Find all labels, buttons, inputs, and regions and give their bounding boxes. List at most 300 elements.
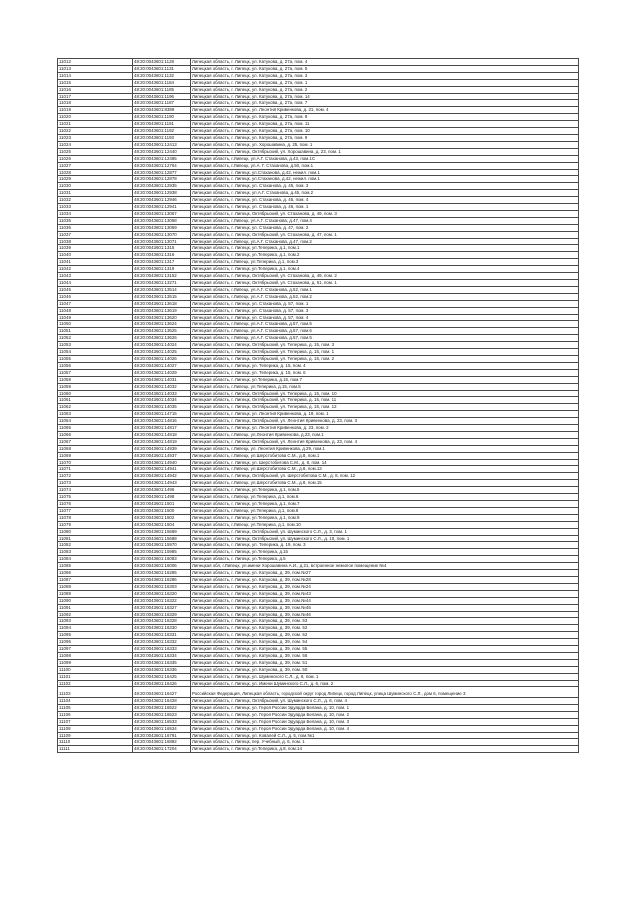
cadastral-number-cell: 48:20:0043601:16327 [133, 604, 191, 611]
row-number-cell: 11097 [58, 646, 133, 653]
row-number-cell: 11094 [58, 625, 133, 632]
cadastral-number-cell: 48:20:0043601:12877 [133, 169, 191, 176]
row-number-cell: 11072 [58, 473, 133, 480]
address-cell: Липецкая область, г. Липецк, Октябрьский, ул. Шуминского С.Л., д. 3, пом. 1 [191, 528, 579, 535]
table-row [58, 252, 579, 259]
cadastral-number-cell: 48:20:0043601:1502 [133, 514, 191, 521]
table-row [58, 383, 579, 390]
address-cell: Липецкая обл, г.Липецк, ул.имени Хорошавина А.И., д.21, встроенное нежилое помещение №4 [191, 563, 579, 570]
table-row [58, 86, 579, 93]
address-cell: Липецкая область, г. Липецк, пер. Учебный, д. 6, пом. 1 [191, 739, 579, 746]
row-number-cell: 11103 [58, 687, 133, 698]
address-cell: Липецкая область, г. Липецк, ул.Теперика, д.1, пом.1 [191, 245, 579, 252]
table-row [58, 680, 579, 687]
cadastral-number-cell: 48:20:0043601:14024 [133, 342, 191, 349]
address-cell: Липецкая область, г.Липецк, ул.А.Г. Стаханова, д.47, пом.4 [191, 217, 579, 224]
address-cell: Липецкая область, г. Липецк, ул. Катукова, д. 27а, пом. 9 [191, 134, 579, 141]
address-cell: Липецкая область, г.Липецк, ул.А.Г. Стаханова, д.52, пом.2 [191, 293, 579, 300]
cadastral-number-cell: 48:20:0043601:16286 [133, 576, 191, 583]
row-number-cell: 11107 [58, 718, 133, 725]
address-cell: Липецкая область, г. Липецк, ул. Катукова, д. 27а, пом. 2 [191, 86, 579, 93]
cadastral-number-cell: 48:20:0043601:12413 [133, 141, 191, 148]
address-cell: Липецкая область, г. Липецк, ул. Катукова, д. 39, пом. 55 [191, 646, 579, 653]
cadastral-number-cell: 48:20:0043601:1132 [133, 72, 191, 79]
cadastral-number-cell: 48:20:0043601:16336 [133, 666, 191, 673]
cadastral-number-cell: 48:20:0043601:12935 [133, 183, 191, 190]
address-cell: Липецкая область, г. Липецк, ул. Имени Шуминского С.Л., д. 6, пом. 2 [191, 680, 579, 687]
table-row [58, 576, 579, 583]
address-cell: Липецкая область, г. Липецк, ул.Теперика, д.1, пом.4 [191, 266, 579, 273]
table-row [58, 501, 579, 508]
table-row [58, 59, 579, 66]
row-number-cell: 11024 [58, 141, 133, 148]
cadastral-number-cell: 48:20:0043601:15688 [133, 535, 191, 542]
row-number-cell: 11023 [58, 134, 133, 141]
address-cell: Липецкая область, г. Липецк, ул. Катукова, д. 39, пом. 53 [191, 618, 579, 625]
cadastral-number-cell: 48:20:0043601:13515 [133, 293, 191, 300]
table-row [58, 480, 579, 487]
address-cell: Липецкая область, г. Липецк, Октябрьский, ул. Стаханова, д. 49, пом. 3 [191, 210, 579, 217]
cadastral-number-cell: 48:20:0043601:16303 [133, 583, 191, 590]
cadastral-number-cell: 48:20:0043601:16335 [133, 659, 191, 666]
table-row [58, 528, 579, 535]
cadastral-number-cell: 48:20:0043601:17204 [133, 746, 191, 753]
address-cell: Липецкая область, г. Липецк, ул. Катукова, д. 39, пом. 52 [191, 625, 579, 632]
table-row [58, 376, 579, 383]
table-row [58, 349, 579, 356]
row-number-cell: 11070 [58, 459, 133, 466]
address-cell: Липецкая область, г. Липецк, ул. Катукова, д. 39, пом.№43 [191, 590, 579, 597]
address-cell: Липецкая область, г. Липецк, ул. Хорошавина, д. 25, пом. 1 [191, 141, 579, 148]
table-row [58, 335, 579, 342]
cadastral-number-cell: 48:20:0043601:13271 [133, 280, 191, 287]
address-cell: Липецкая область, г. Липецк, ул. Героя России Эдуарда Белана, д. 10, пом. 3 [191, 718, 579, 725]
address-cell: Липецкая область, г. Липецк, Октябрьский, ул. Стаханова, д. 51, пом. 1 [191, 280, 579, 287]
table-row [58, 473, 579, 480]
cadastral-number-cell: 48:20:0043601:13625 [133, 328, 191, 335]
row-number-cell: 11034 [58, 210, 133, 217]
table-row [58, 718, 579, 725]
cadastral-number-cell: 48:20:0043601:13514 [133, 286, 191, 293]
cadastral-number-cell: 48:20:0043601:1501 [133, 501, 191, 508]
table-row [58, 65, 579, 72]
address-cell: Липецкая область, г.Липецк, ул.Теперика, д.1, пом.8 [191, 507, 579, 514]
row-number-cell: 11079 [58, 521, 133, 528]
cadastral-number-cell: 48:20:0043601:16285 [133, 570, 191, 577]
table-row [58, 183, 579, 190]
table-row [58, 238, 579, 245]
address-cell: Липецкая область, г. Липецк, ул. Катукова, д. 39, пом.№46 [191, 611, 579, 618]
cadastral-number-cell: 48:20:0043601:1316 [133, 252, 191, 259]
address-cell: Липецкая область, г. Липецк, ул. Катукова, д. 39, пом.№24 [191, 583, 579, 590]
row-number-cell: 11051 [58, 328, 133, 335]
address-cell: Липецкая область, г.Липецк, ул.Теперика, д.1, пом.10 [191, 521, 579, 528]
address-cell: Липецкая область, г.Липецк, ул.А.Г. Стаханова, д.43, пом.1С [191, 155, 579, 162]
row-number-cell: 11025 [58, 148, 133, 155]
table-row [58, 307, 579, 314]
address-cell: Липецкая область, г. Липецк, ул. Катукова, д. 27а, пом. 1 [191, 79, 579, 86]
row-number-cell: 11081 [58, 535, 133, 542]
table-row [58, 535, 579, 542]
cadastral-number-cell: 48:20:0043601:15985 [133, 549, 191, 556]
address-cell: Липецкая область, г. Липецк, Октябрьский, ул. Шерстобитова С.М., д. 8, пом. 12 [191, 473, 579, 480]
address-cell: Липецкая область, г. Липецк, ул. Катукова, д. 27а, пом. 8 [191, 114, 579, 121]
address-cell: Липецкая область, г. Липецк, ул. Шерстобитова С.М., д. 8, пом. 14 [191, 459, 579, 466]
row-number-cell: 11013 [58, 65, 133, 72]
address-cell: Липецкая область, г. Липецк, ул.Теперика, д.1, пом.7 [191, 501, 579, 508]
row-number-cell: 11046 [58, 293, 133, 300]
row-number-cell: 11106 [58, 711, 133, 718]
cadastral-number-cell: 48:20:0043601:1496 [133, 487, 191, 494]
table-row [58, 438, 579, 445]
row-number-cell: 11076 [58, 501, 133, 508]
table-row [58, 273, 579, 280]
address-cell: Липецкая область, г. Липецк, ул. Катукова, д. 39, пом. 51 [191, 659, 579, 666]
address-cell: Липецкая область, г. Липецк, ул. Катукова, д. 39, пом. 56 [191, 652, 579, 659]
cadastral-number-cell: 48:20:0043601:16328 [133, 618, 191, 625]
address-cell: Липецкая область, г. Липецк, Октябрьский, ул. Теперика, д. 15, пом. 3 [191, 342, 579, 349]
table-row [58, 697, 579, 704]
table-row [58, 487, 579, 494]
cadastral-number-cell: 48:20:0043601:14033 [133, 390, 191, 397]
row-number-cell: 11111 [58, 746, 133, 753]
row-number-cell: 11021 [58, 121, 133, 128]
cadastral-number-cell: 48:20:0043601:14027 [133, 362, 191, 369]
table-row [58, 141, 579, 148]
cadastral-number-cell: 48:20:0043601:16332 [133, 639, 191, 646]
row-number-cell: 11029 [58, 176, 133, 183]
table-row [58, 425, 579, 432]
cadastral-number-cell: 48:20:0043601:16882 [133, 739, 191, 746]
row-number-cell: 11053 [58, 342, 133, 349]
cadastral-number-cell: 48:20:0043601:14942 [133, 473, 191, 480]
row-number-cell: 11055 [58, 355, 133, 362]
cadastral-number-cell: 48:20:0043601:1193 [133, 134, 191, 141]
address-cell: Липецкая область, г.Липецк, ул.А.Г. Стаханова, д.57, пом.5 [191, 335, 579, 342]
row-number-cell: 11018 [58, 100, 133, 107]
address-cell: Липецкая область, г. Липецк, ул. Катукова, д. 27а, пом. 5 [191, 65, 579, 72]
table-row [58, 411, 579, 418]
cadastral-number-cell: 48:20:0043601:13071 [133, 238, 191, 245]
cadastral-number-cell: 48:20:0043601:16425 [133, 673, 191, 680]
address-cell: Липецкая область, г. Липецк, ул. Стаханова, д. 45, пом. 4 [191, 197, 579, 204]
cadastral-number-cell: 48:20:0043601:1315 [133, 245, 191, 252]
address-cell: Липецкая область, г. Липецк, ул. Героя России Эдуарда Белана, д. 10, пом. 2 [191, 711, 579, 718]
table-row [58, 704, 579, 711]
row-number-cell: 11108 [58, 725, 133, 732]
cadastral-number-cell: 48:20:0043601:12878 [133, 176, 191, 183]
table-row [58, 397, 579, 404]
table-row [58, 121, 579, 128]
table-row [58, 652, 579, 659]
row-number-cell: 11027 [58, 162, 133, 169]
address-cell: Липецкая область, г. Липецк, ул.А.Г. Стаханова, д.45, пом.2 [191, 190, 579, 197]
table-row [58, 197, 579, 204]
cadastral-number-cell: 48:20:0043601:16533 [133, 718, 191, 725]
cadastral-number-cell: 48:20:0043601:8389 [133, 107, 191, 114]
address-cell: Липецкая область, г.Липецк, ул.Шерстобитова С.М., д.8, пом.13 [191, 466, 579, 473]
cadastral-number-cell: 48:20:0043601:16523 [133, 711, 191, 718]
address-cell: Липецкая область, г. Липецк, ул. Катукова, д. 27а, пом. 7 [191, 100, 579, 107]
address-cell: Липецкая область, г. Липецк, ул. Катукова, д. 39, пом.№28 [191, 576, 579, 583]
address-cell: Липецкая область, г. Липецк, ул.Теперика, д.8, пом.14 [191, 746, 579, 753]
table-row [58, 459, 579, 466]
cadastral-number-cell: 48:20:0043601:13620 [133, 314, 191, 321]
row-number-cell: 11045 [58, 286, 133, 293]
address-cell: Липецкая область, г.Липецк, ул.Леонтия Кривенкова, д.23, пом.1 [191, 431, 579, 438]
address-cell: Липецкая область, г. Липецк, Октябрьский, ул. Теперика, д. 15, пом. 11 [191, 397, 579, 404]
address-cell: Липецкая область, г. Липецк, ул. Стаханова, д. 57, пом. 4 [191, 314, 579, 321]
cadastral-number-cell: 48:20:0043601:14031 [133, 376, 191, 383]
row-number-cell: 11022 [58, 128, 133, 135]
table-row [58, 72, 579, 79]
row-number-cell: 11067 [58, 438, 133, 445]
address-cell: Липецкая область, г. Липецк, ул. Стаханова, д. 46, пом. 1 [191, 204, 579, 211]
table-row [58, 494, 579, 501]
table-row [58, 79, 579, 86]
cadastral-number-cell: 48:20:0043601:1187 [133, 100, 191, 107]
row-number-cell: 11068 [58, 445, 133, 452]
table-row [58, 521, 579, 528]
address-cell: Липецкая область, г. Липецк, Октябрьский, ул. Теперика, д. 15, пом. 2 [191, 355, 579, 362]
table-row [58, 711, 579, 718]
row-number-cell: 11078 [58, 514, 133, 521]
row-number-cell: 11096 [58, 639, 133, 646]
cadastral-number-cell: 48:20:0043601:13618 [133, 300, 191, 307]
row-number-cell: 11098 [58, 652, 133, 659]
table-row [58, 549, 579, 556]
table-row [58, 507, 579, 514]
row-number-cell: 11044 [58, 280, 133, 287]
row-number-cell: 11062 [58, 404, 133, 411]
cadastral-number-cell: 48:20:0043601:13152 [133, 273, 191, 280]
row-number-cell: 11041 [58, 259, 133, 266]
table-row [58, 259, 579, 266]
table-row [58, 342, 579, 349]
cadastral-number-cell: 48:20:0043601:12485 [133, 155, 191, 162]
table-row [58, 210, 579, 217]
address-cell: Липецкая область, г. Липецк, ул. Теперика, д. 15, пом. 4 [191, 362, 579, 369]
table-row [58, 328, 579, 335]
table-row [58, 687, 579, 698]
cadastral-number-cell: 48:20:0043601:13624 [133, 321, 191, 328]
row-number-cell: 11083 [58, 549, 133, 556]
cadastral-number-cell: 48:20:0043601:14941 [133, 466, 191, 473]
row-number-cell: 11066 [58, 431, 133, 438]
address-cell: Липецкая область, г. Липецк, ул.Теперика, д.15 [191, 549, 579, 556]
row-number-cell: 11061 [58, 397, 133, 404]
row-number-cell: 11109 [58, 732, 133, 739]
cadastral-number-cell: 48:20:0043601:12938 [133, 190, 191, 197]
row-number-cell: 11040 [58, 252, 133, 259]
row-number-cell: 11032 [58, 197, 133, 204]
row-number-cell: 11050 [58, 321, 133, 328]
address-cell: Липецкая область, г. Липецк, ул. Героя России Эдуарда Белана, д. 10, пом. 1 [191, 704, 579, 711]
row-number-cell: 11059 [58, 383, 133, 390]
cadastral-number-cell: 48:20:0043601:1196 [133, 93, 191, 100]
table-row [58, 280, 579, 287]
row-number-cell: 11085 [58, 563, 133, 570]
cadastral-number-cell: 48:20:0043601:1191 [133, 121, 191, 128]
table-row [58, 570, 579, 577]
cadastral-number-cell: 48:20:0043601:16322 [133, 597, 191, 604]
row-number-cell: 11036 [58, 224, 133, 231]
cadastral-number-cell: 48:20:0043601:13626 [133, 335, 191, 342]
row-number-cell: 11054 [58, 349, 133, 356]
table-row [58, 452, 579, 459]
table-row [58, 666, 579, 673]
row-number-cell: 11035 [58, 217, 133, 224]
cadastral-number-cell: 48:20:0043601:16791 [133, 732, 191, 739]
cadastral-number-cell: 48:20:0043601:16083 [133, 556, 191, 563]
cadastral-number-cell: 48:20:0043601:13619 [133, 307, 191, 314]
address-cell: Липецкая область, г. Липецк, Октябрьский, ул. Стаханова, д. 49, пом. 2 [191, 273, 579, 280]
address-cell: Липецкая область, г. Липецк, ул. Шуминского С.Л., д. 6, пом. 1 [191, 673, 579, 680]
table-row [58, 266, 579, 273]
address-cell: Липецкая область, г. Липецк, ул.Стаханова, д.42, нежил. пом.1 [191, 169, 579, 176]
cadastral-number-cell: 48:20:0043601:16334 [133, 652, 191, 659]
cadastral-number-cell: 48:20:0043601:1128 [133, 59, 191, 66]
table-row [58, 556, 579, 563]
cadastral-number-cell: 48:20:0043601:14032 [133, 383, 191, 390]
address-cell: Липецкая область, г. Липецк, Октябрьский, ул. Теперика, д. 15, пом. 12 [191, 404, 579, 411]
cadastral-number-cell: 48:20:0043601:14818 [133, 431, 191, 438]
row-number-cell: 11015 [58, 79, 133, 86]
table-row [58, 245, 579, 252]
table-row [58, 390, 579, 397]
table-row [58, 155, 579, 162]
address-cell: Липецкая область, г. Липецк, ул.Теперика, д.5 [191, 556, 579, 563]
row-number-cell: 11089 [58, 590, 133, 597]
address-cell: Липецкая область, г. Липецк, Октябрьский, ул. Теперика, д. 15, пом. 1 [191, 349, 579, 356]
cadastral-number-cell: 48:20:0043601:12764 [133, 162, 191, 169]
row-number-cell: 11095 [58, 632, 133, 639]
address-cell: Липецкая область, г.Липецк, ул.А.Г. Стаханова, д.57, пом.6 [191, 328, 579, 335]
address-cell: Липецкая область, г. Липецк, ул.Теперика, д.1, пом.5 [191, 487, 579, 494]
table-row [58, 732, 579, 739]
cadastral-number-cell: 48:20:0043601:14035 [133, 404, 191, 411]
row-number-cell: 11104 [58, 697, 133, 704]
cadastral-number-cell: 48:20:0043601:16534 [133, 725, 191, 732]
row-number-cell: 11091 [58, 604, 133, 611]
table-row [58, 169, 579, 176]
address-cell: Липецкая область, г. Липецк, ул. Катукова, д. 27а, пом. 10 [191, 128, 579, 135]
address-cell: Липецкая область, г. Липецк, ул. Катукова, д. 27а, пом. 3 [191, 72, 579, 79]
address-cell: Липецкая область, г. Липецк, Октябрьский, ул. Леонтия Кривенкова, д. 23, пом. 4 [191, 438, 579, 445]
cadastral-number-cell: 48:20:0043601:14025 [133, 349, 191, 356]
row-number-cell: 11101 [58, 673, 133, 680]
row-number-cell: 11069 [58, 452, 133, 459]
address-cell: Липецкая область, г. Липецк, ул. Катукова, д. 39, пом.№27 [191, 570, 579, 577]
table-row [58, 604, 579, 611]
address-cell: Липецкая область, г. Липецк, Октябрьский, ул. Теперика, д. 15, пом. 10 [191, 390, 579, 397]
cadastral-number-cell: 48:20:0043601:14939 [133, 445, 191, 452]
address-cell: Липецкая область, г. Липецк, ул. Леонтия Кривенкова, д. 23, пом. 2 [191, 425, 579, 432]
row-number-cell: 11064 [58, 418, 133, 425]
address-cell: Липецкая область, г. Липецк, Октябрьский, ул. Леонтия Кривенкова, д. 23, пом. 3 [191, 418, 579, 425]
address-cell: Липецкая область, г.Липецк, ул.А.Г. Стаханова, д.57, пом.5 [191, 321, 579, 328]
register-table-container [57, 58, 578, 753]
cadastral-number-cell: 48:20:0043601:14819 [133, 438, 191, 445]
cadastral-number-cell: 48:20:0043601:13067 [133, 210, 191, 217]
table-row [58, 369, 579, 376]
table-row [58, 618, 579, 625]
address-cell: Российская Федерация, Липецкая область, городской округ город Липецк, город Липецк, улица Шуминского С.Л., дом 6, помещение 3 [191, 687, 579, 698]
row-number-cell: 11052 [58, 335, 133, 342]
table-row [58, 114, 579, 121]
address-cell: Липецкая область, г. Липецк, ул. Леонтия Кривенкова, д. 21, пом. 4 [191, 107, 579, 114]
cadastral-number-cell: 48:20:0043601:1319 [133, 266, 191, 273]
row-number-cell: 11056 [58, 362, 133, 369]
row-number-cell: 11077 [58, 507, 133, 514]
table-body [58, 59, 579, 753]
cadastral-number-cell: 48:20:0043601:12941 [133, 204, 191, 211]
row-number-cell: 11090 [58, 597, 133, 604]
table-row [58, 563, 579, 570]
property-register-table [57, 58, 579, 753]
table-row [58, 314, 579, 321]
table-row [58, 590, 579, 597]
cadastral-number-cell: 48:20:0043601:1317 [133, 259, 191, 266]
cadastral-number-cell: 48:20:0043601:1504 [133, 521, 191, 528]
row-number-cell: 11039 [58, 245, 133, 252]
row-number-cell: 11030 [58, 183, 133, 190]
row-number-cell: 11060 [58, 390, 133, 397]
cadastral-number-cell: 48:20:0043601:1192 [133, 128, 191, 135]
row-number-cell: 11043 [58, 273, 133, 280]
address-cell: Липецкая область, г.Липецк, ул.Шерстобитова С.М., д.8, пом.15 [191, 480, 579, 487]
cadastral-number-cell: 48:20:0043601:14715 [133, 411, 191, 418]
row-number-cell: 11020 [58, 114, 133, 121]
table-row [58, 659, 579, 666]
cadastral-number-cell: 48:20:0043601:13069 [133, 224, 191, 231]
cadastral-number-cell: 48:20:0043601:16428 [133, 697, 191, 704]
address-cell: Липецкая область, г. Липецк, ул. Катукова, д. 39, пом. 52 [191, 632, 579, 639]
table-row [58, 355, 579, 362]
address-cell: Липецкая область, г.Липецк, ул.Шерстобитова С.М., д.8, пом.1 [191, 452, 579, 459]
cadastral-number-cell: 48:20:0043601:14817 [133, 425, 191, 432]
cadastral-number-cell: 48:20:0043601:16426 [133, 680, 191, 687]
table-row [58, 217, 579, 224]
row-number-cell: 11016 [58, 86, 133, 93]
row-number-cell: 11075 [58, 494, 133, 501]
address-cell: Липецкая область, г. Липецк, ул. Катукова, д. 39, пом. 54 [191, 639, 579, 646]
address-cell: Липецкая область, г. Липецк, Октябрьский, ул. Стаханова, д. 47, пом. 1 [191, 231, 579, 238]
row-number-cell: 11049 [58, 314, 133, 321]
address-cell: Липецкая область, г. Липецк, Октябрьский, ул. Шуминского С.Л., д. 10, пом. 1 [191, 535, 579, 542]
address-cell: Липецкая область, г. Липецк, ул. Ковалей С.Л., д. 5, пом.№1 [191, 732, 579, 739]
address-cell: Липецкая область, г. Липецк, ул. Катукова, д. 39, пом. 50 [191, 666, 579, 673]
table-row [58, 204, 579, 211]
address-cell: Липецкая область, г. Липецк, ул. Леонтия Кривенкова, д. 19, пом. 1 [191, 411, 579, 418]
cadastral-number-cell: 48:20:0043601:14029 [133, 369, 191, 376]
cadastral-number-cell: 48:20:0043601:1190 [133, 114, 191, 121]
cadastral-number-cell: 48:20:0043601:12946 [133, 197, 191, 204]
table-row [58, 224, 579, 231]
address-cell: Липецкая область, г. Липецк, ул. Стаханова, д. 47, пом. 2 [191, 224, 579, 231]
table-row [58, 128, 579, 135]
address-cell: Липецкая область, г. Липецк, ул. Катукова, д. 27а, пом. 11 [191, 121, 579, 128]
row-number-cell: 11086 [58, 570, 133, 577]
address-cell: Липецкая область, г. Липецк, ул. Катукова, д. 39, пом.№45 [191, 604, 579, 611]
address-cell: Липецкая область, г. Липецк, ул.Теперика, д.1, пом.2 [191, 252, 579, 259]
row-number-cell: 11100 [58, 666, 133, 673]
address-cell: Липецкая область, г. Липецк, ул. Стаханова, д. 57, пом. 3 [191, 307, 579, 314]
table-row [58, 725, 579, 732]
cadastral-number-cell: 48:20:0043601:16006 [133, 563, 191, 570]
row-number-cell: 11093 [58, 618, 133, 625]
address-cell: Липецкая область, г. Липецк, ул. Стаханова, д. 57, пом. 1 [191, 300, 579, 307]
